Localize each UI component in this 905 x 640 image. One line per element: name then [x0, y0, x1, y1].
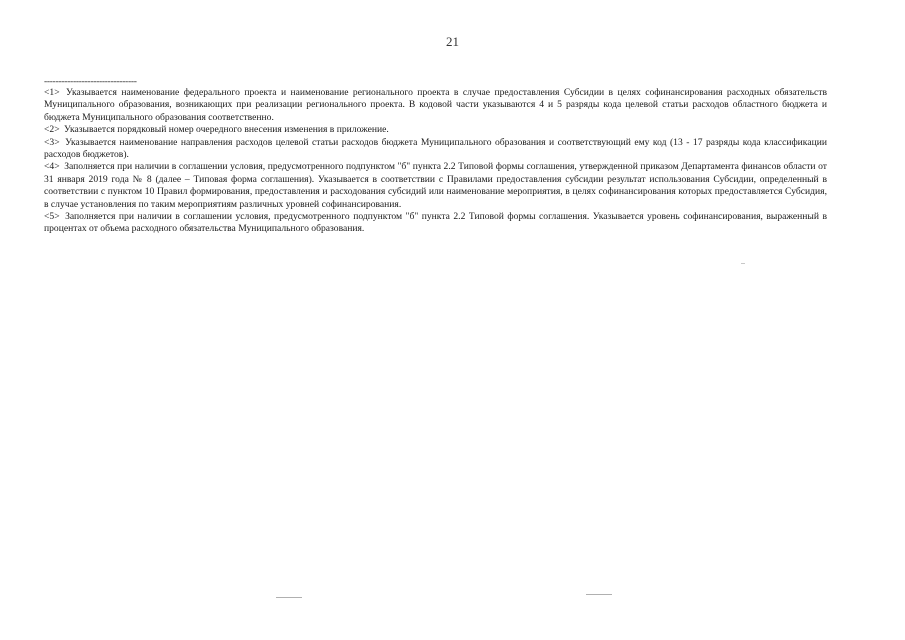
footnote-text: Указывается наименование направления расходов целевой статьи расходов бюджета Муниципального образования и соответствующий ему код (13 - 17 разряды кода классификации расходов бюджетов).: [44, 136, 827, 161]
scan-artifact: [276, 597, 302, 598]
footnote-1: [44, 87, 827, 124]
footnote-3: [44, 137, 827, 162]
footnote-text: Заполняется при наличии в соглашении условия, предусмотренного подпунктом "б" пункта 2.2 Типовой формы соглашения. Указывается уровень софинансирования, выраженный в процентах от объема расходного обязательства Муниципального образования.: [44, 211, 828, 235]
footnote-marker: <3>: [44, 136, 60, 148]
scan-artifact: [586, 594, 612, 595]
footnote-2: [44, 124, 827, 136]
footnote-separator: --------------------------------: [44, 76, 137, 87]
footnote-text: Указывается наименование федерального проекта и наименование регионального проекта в случае предоставления Субсидии в целях софинансирования расходных обязательств Муниципального образования, возникающих при реализации регионального проекта. В кодовой части указываются 4 и 5 разряды кода целевой статьи расходов областного бюджета и бюджета Муниципального образования соответственно.: [44, 87, 827, 123]
footnote-marker: <5>: [44, 211, 60, 223]
footnote-5: [44, 211, 827, 236]
footnote-4: [44, 161, 827, 211]
footnote-text: Заполняется при наличии в соглашении условия, предусмотренного подпунктом "б" пункта 2.2 Типовой формы соглашения, утвержденной приказом Департамента финансов области от 31 января 2019 года № 8 (далее – Типовая форма соглашения). Указывается в соответствии с Правилами предоставления субсидии результат использования Субсидии, определенный в соответствии с пунктом 10 Правил формирования, предоставления и расходования субсидий или наименование мероприятия, в целях софинансирования которых предоставляется Субсидия, в случае установления по таким мероприятиям различных уровней софинансирования.: [44, 161, 827, 210]
footnote-text: Указывается порядковый номер очередного внесения изменения в приложение.: [64, 124, 389, 136]
page-number: 21: [446, 34, 459, 49]
footnote-marker: <1>: [44, 87, 60, 98]
scan-artifact: [741, 263, 745, 264]
footnote-marker: <4>: [44, 161, 60, 173]
footnote-marker: <2>: [44, 124, 60, 136]
footnotes-section: [44, 76, 827, 236]
